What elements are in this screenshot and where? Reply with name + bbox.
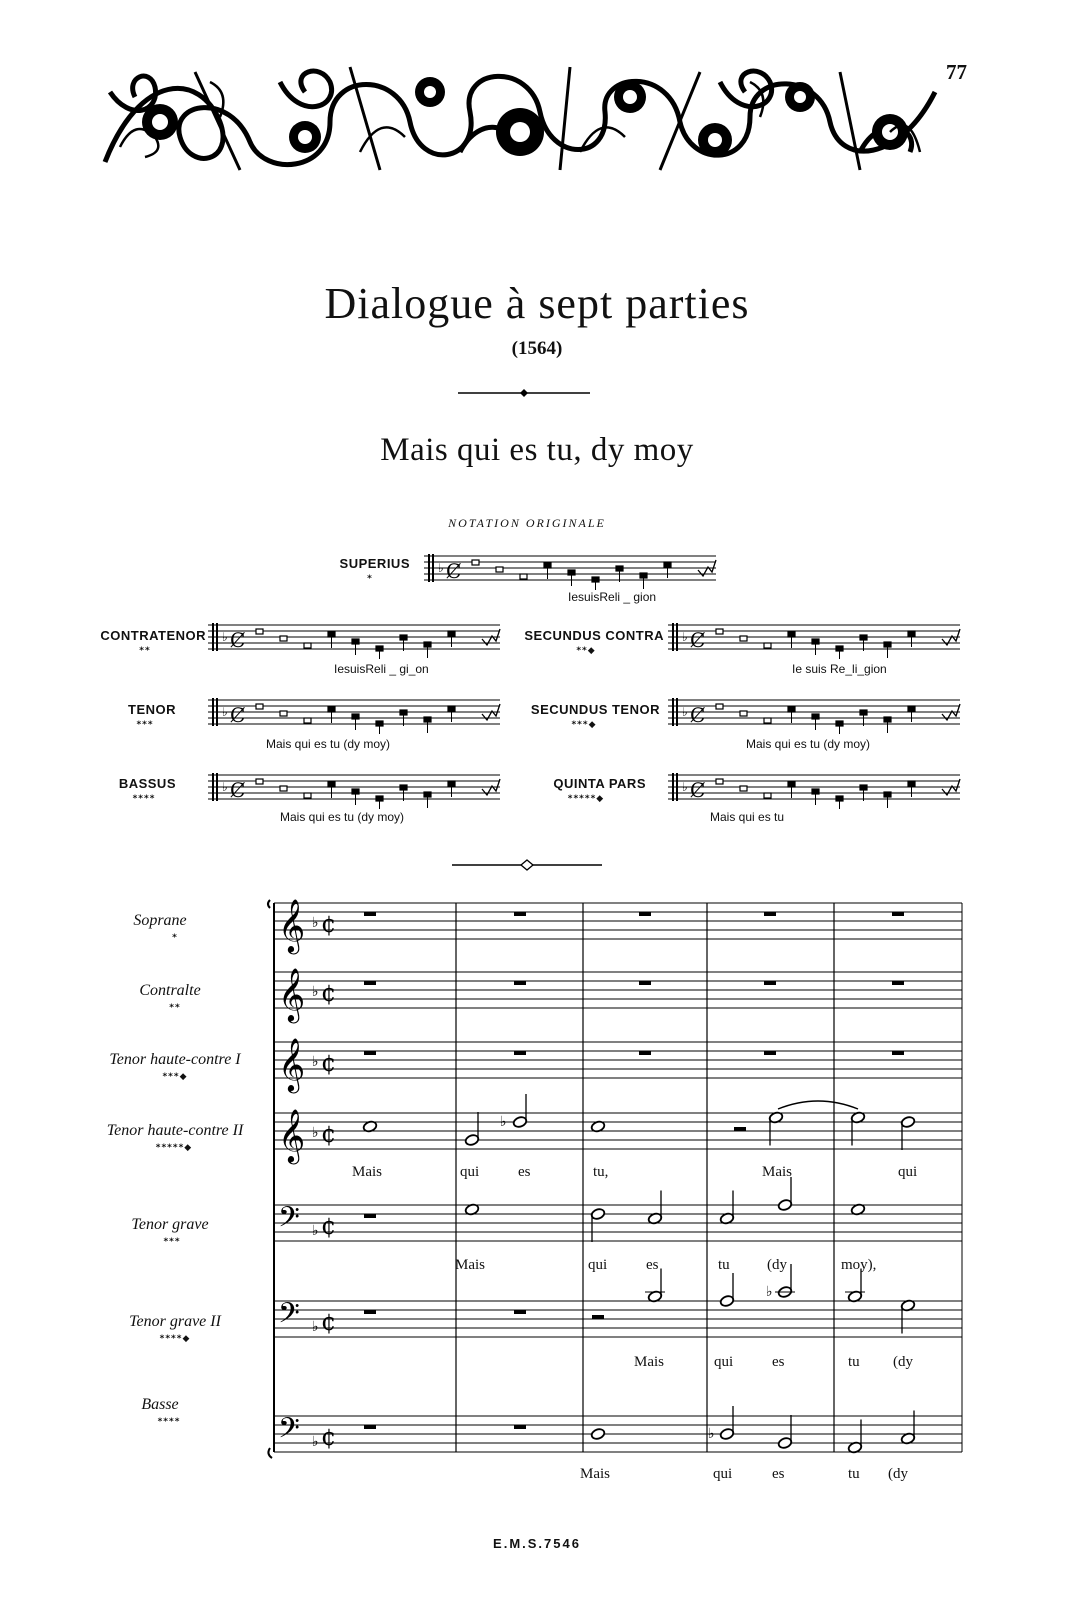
incipit-marks-secundus-tenor: ***◆ xyxy=(571,720,597,730)
bass-clef: 𝄢 xyxy=(278,1201,300,1241)
lyric-grave2-3: es xyxy=(772,1354,785,1370)
lyric-grave-1: Mais xyxy=(455,1257,485,1273)
incipit-marks-bassus: **** xyxy=(132,794,156,804)
lyric-basse-1: Mais xyxy=(580,1466,610,1482)
treble-clef: 𝄞 xyxy=(278,1037,306,1091)
incipit-label-bassus: BASSUS xyxy=(118,776,176,791)
mensuration-sign: Ȼ xyxy=(690,628,706,652)
lyric-hc2-6: qui xyxy=(898,1164,918,1180)
notation-heading: NOTATION ORIGINALE xyxy=(448,516,606,530)
incipit-marks-quinta-pars: *****◆ xyxy=(567,794,605,804)
mensuration-sign: Ȼ xyxy=(690,778,706,802)
part-marks-tenor-grave: *** xyxy=(163,1237,181,1247)
alla-breve-sign: ¢ xyxy=(321,1049,337,1077)
bass-clef: 𝄢 xyxy=(278,1297,300,1337)
whole-rest xyxy=(764,1051,776,1055)
flat-accidental: ♭ xyxy=(708,1426,715,1442)
key-flat: ♭ xyxy=(312,984,319,1000)
mensuration-sign: Ȼ xyxy=(446,559,462,583)
whole-rest xyxy=(364,981,376,985)
part-marks-contralte: ** xyxy=(169,1003,181,1013)
lyric-grave2-2: qui xyxy=(714,1354,734,1370)
treble-clef: 𝄞 xyxy=(278,898,306,952)
lyric-hc2-1: Mais xyxy=(352,1164,382,1180)
lyric-grave-4: tu xyxy=(718,1257,730,1273)
incipit-marks-contratenor: ** xyxy=(139,646,151,656)
half-rest xyxy=(734,1127,746,1131)
whole-rest xyxy=(364,1214,376,1218)
alla-breve-sign: ¢ xyxy=(321,910,337,938)
part-marks-tenor-haute-contre-1: ***◆ xyxy=(162,1072,188,1082)
part-marks-tenor-haute-contre-2: *****◆ xyxy=(155,1143,193,1153)
lyric-hc2-5: Mais xyxy=(762,1164,792,1180)
whole-rest xyxy=(892,981,904,985)
whole-rest xyxy=(364,1051,376,1055)
incipit-label-secundus-tenor: SECUNDUS TENOR xyxy=(530,702,660,717)
flat-accidental: ♭ xyxy=(766,1284,773,1300)
mensuration-sign: Ȼ xyxy=(230,778,246,802)
whole-rest xyxy=(639,912,651,916)
part-label-contralte: Contralte xyxy=(139,982,201,999)
part-label-soprane: Soprane xyxy=(133,912,187,929)
incipit-label-contratenor: CONTRATENOR xyxy=(100,628,206,643)
flat-sign: ♭ xyxy=(222,705,228,719)
incipit-lyric-superius: IesuisReli _ gion xyxy=(568,590,657,604)
part-marks-tenor-grave-2: ****◆ xyxy=(159,1334,191,1344)
alla-breve-sign: ¢ xyxy=(321,1120,337,1148)
incipit-lyric-quinta-pars: Mais qui es tu xyxy=(710,810,785,824)
lyric-hc2-4: tu, xyxy=(593,1164,609,1180)
incipit-lyric-bassus: Mais qui es tu (dy moy) xyxy=(280,810,405,824)
system-bracket xyxy=(268,900,272,1458)
whole-rest xyxy=(892,1051,904,1055)
treble-clef: 𝄞 xyxy=(278,967,306,1021)
lyric-basse-3: es xyxy=(772,1466,785,1482)
mensuration-sign: Ȼ xyxy=(230,703,246,727)
key-flat: ♭ xyxy=(312,1434,319,1450)
lyric-hc2-2: qui xyxy=(460,1164,480,1180)
whole-rest xyxy=(764,912,776,916)
lyric-grave-5: (dy xyxy=(767,1257,787,1273)
lyric-hc2-3: es xyxy=(518,1164,531,1180)
part-label-tenor-haute-contre-2: Tenor haute-contre II xyxy=(106,1122,244,1139)
incipit-lyric-secundus-contra: Ie suis Re_li_gion xyxy=(792,662,887,676)
piece-subtitle: Mais qui es tu, dy moy xyxy=(380,432,694,468)
flat-sign: ♭ xyxy=(682,780,688,794)
incipit-marks-secundus-contra: **◆ xyxy=(576,646,596,656)
incipit-label-tenor: TENOR xyxy=(128,702,176,717)
incipit-lyric-contratenor: IesuisReli _ gi_on xyxy=(334,662,429,676)
page-number: 77 xyxy=(946,60,967,84)
whole-rest xyxy=(364,1310,376,1314)
flat-sign: ♭ xyxy=(438,561,444,575)
mensuration-sign: Ȼ xyxy=(690,703,706,727)
whole-rest xyxy=(364,1425,376,1429)
key-flat: ♭ xyxy=(312,915,319,931)
whole-rest xyxy=(514,912,526,916)
alla-breve-sign: ¢ xyxy=(321,1423,337,1451)
part-label-tenor-haute-contre-1: Tenor haute-contre I xyxy=(109,1051,241,1068)
part-label-tenor-grave: Tenor grave xyxy=(131,1216,209,1233)
lyric-grave2-4: tu xyxy=(848,1354,860,1370)
lyric-grave2-1: Mais xyxy=(634,1354,664,1370)
whole-rest xyxy=(892,912,904,916)
lyric-basse-4: tu xyxy=(848,1466,860,1482)
catalog-number: E.M.S.7546 xyxy=(493,1536,581,1551)
key-flat: ♭ xyxy=(312,1054,319,1070)
whole-rest xyxy=(764,981,776,985)
whole-rest xyxy=(639,981,651,985)
lyric-grave-6: moy), xyxy=(841,1257,877,1273)
flat-sign: ♭ xyxy=(222,630,228,644)
page-title: Dialogue à sept parties xyxy=(324,279,750,328)
composition-year: (1564) xyxy=(511,338,563,359)
incipit-label-secundus-contra: SECUNDUS CONTRA xyxy=(524,628,664,643)
lyric-basse-2: qui xyxy=(713,1466,733,1482)
half-rest xyxy=(592,1315,604,1319)
key-flat: ♭ xyxy=(312,1319,319,1335)
whole-rest xyxy=(514,1425,526,1429)
alla-breve-sign: ¢ xyxy=(321,1212,337,1240)
lyric-grave-2: qui xyxy=(588,1257,608,1273)
tie xyxy=(778,1101,858,1109)
flat-sign: ♭ xyxy=(682,705,688,719)
incipit-lyric-tenor: Mais qui es tu (dy moy) xyxy=(266,737,391,751)
key-flat: ♭ xyxy=(312,1125,319,1141)
incipit-marks-tenor: *** xyxy=(136,720,154,730)
incipit-label-superius: SUPERIUS xyxy=(339,556,410,571)
lyric-grave2-5: (dy xyxy=(893,1354,913,1370)
alla-breve-sign: ¢ xyxy=(321,1308,337,1336)
note-head xyxy=(590,1428,605,1441)
part-marks-soprane: * xyxy=(172,933,178,943)
flat-sign: ♭ xyxy=(222,780,228,794)
key-flat: ♭ xyxy=(312,1223,319,1239)
part-label-basse: Basse xyxy=(141,1396,179,1413)
treble-clef: 𝄞 xyxy=(278,1108,306,1162)
incipit-marks-superius: * xyxy=(367,574,373,584)
whole-rest xyxy=(514,981,526,985)
whole-rest xyxy=(639,1051,651,1055)
flat-sign: ♭ xyxy=(682,630,688,644)
flat-accidental: ♭ xyxy=(500,1114,507,1130)
incipit-label-quinta-pars: QUINTA PARS xyxy=(553,776,646,791)
bass-clef: 𝄢 xyxy=(278,1412,300,1452)
alla-breve-sign: ¢ xyxy=(321,979,337,1007)
whole-rest xyxy=(514,1310,526,1314)
whole-rest xyxy=(364,912,376,916)
lyric-grave-3: es xyxy=(646,1257,659,1273)
incipit-lyric-secundus-tenor: Mais qui es tu (dy moy) xyxy=(746,737,871,751)
part-marks-basse: **** xyxy=(157,1417,181,1427)
mensuration-sign: Ȼ xyxy=(230,628,246,652)
lyric-basse-5: (dy xyxy=(888,1466,908,1482)
whole-rest xyxy=(514,1051,526,1055)
part-label-tenor-grave-2: Tenor grave II xyxy=(129,1313,221,1330)
